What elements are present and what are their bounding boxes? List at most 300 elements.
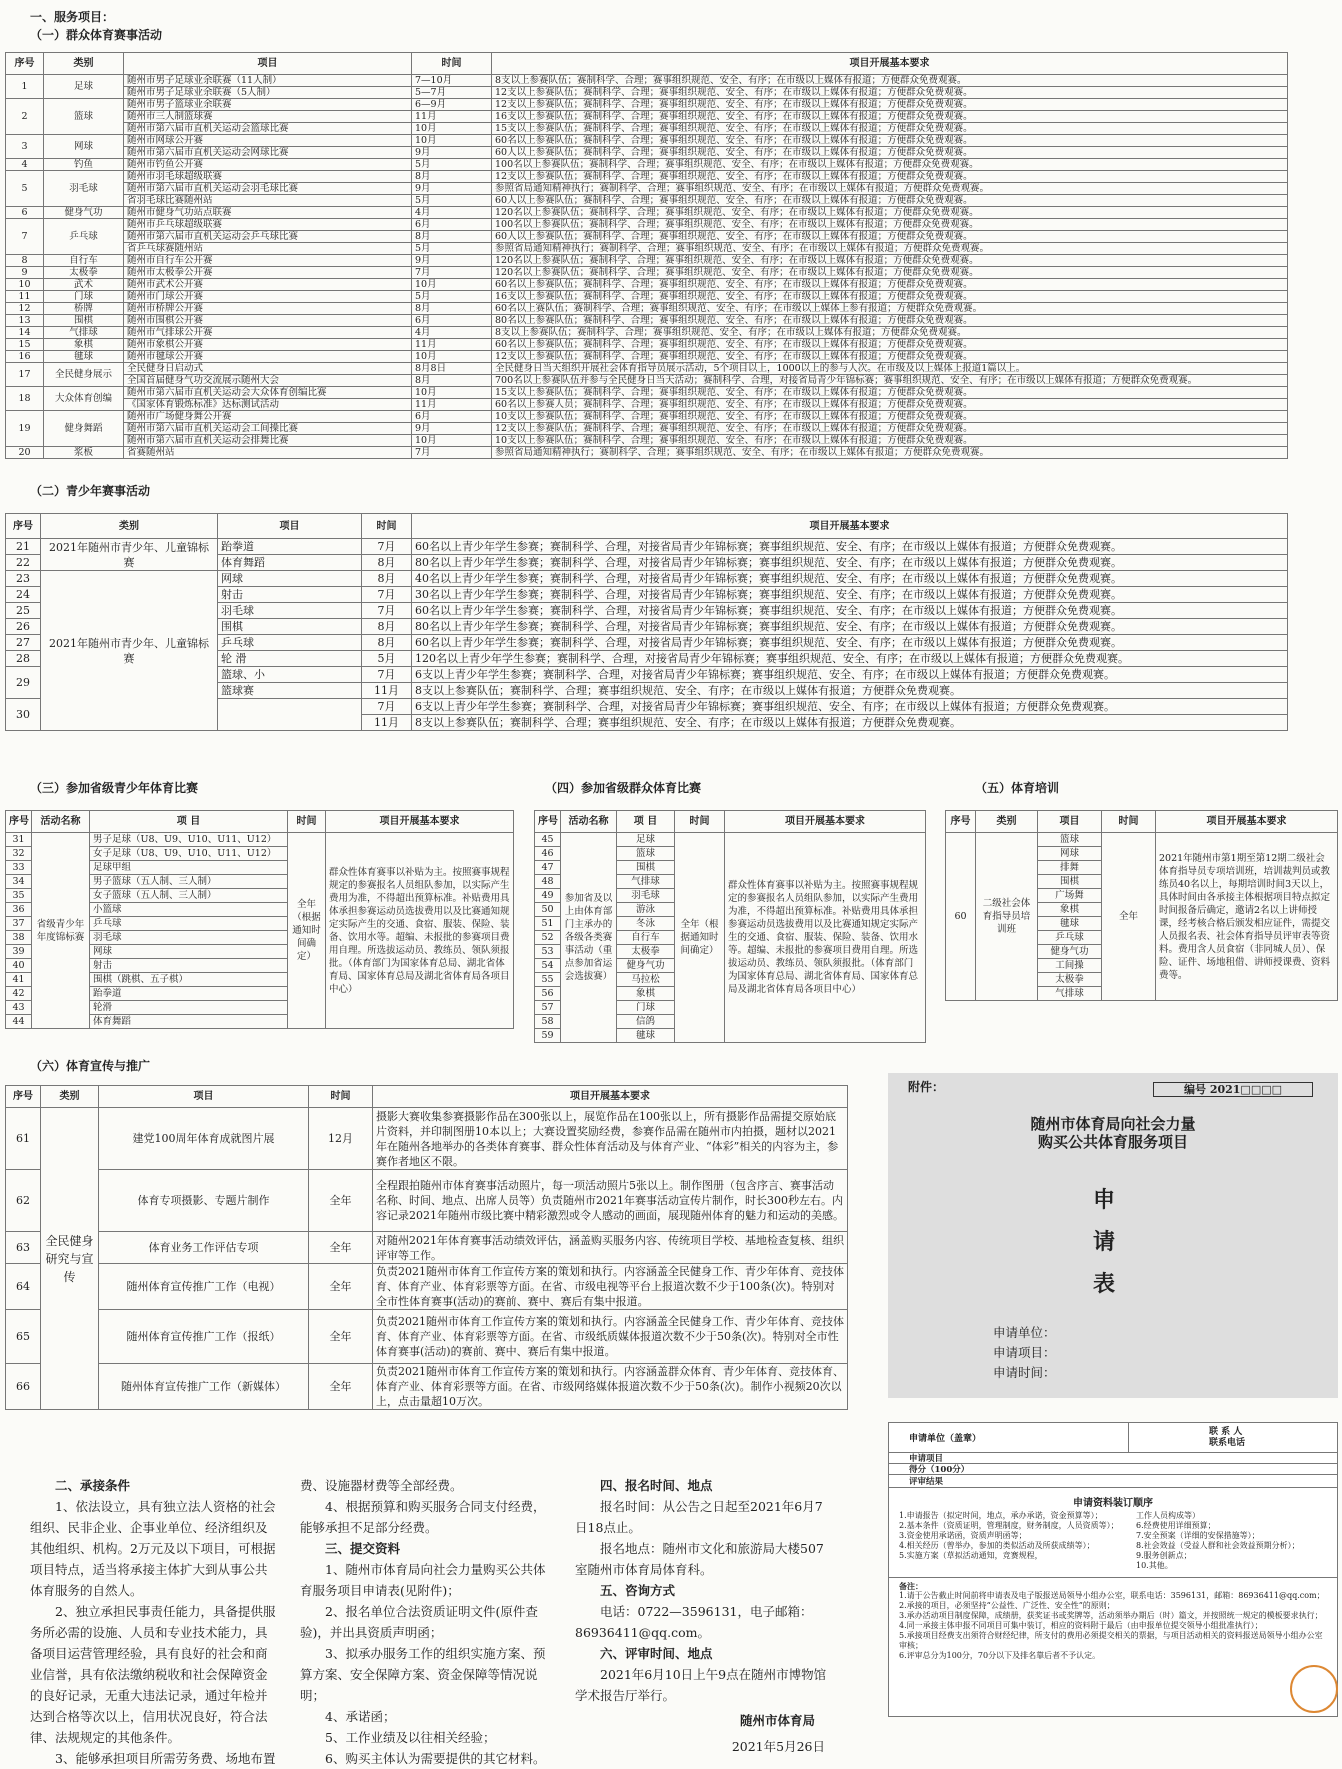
table-cell: 象棋 — [617, 987, 675, 1001]
table-cell: 全民健身展示 — [44, 363, 124, 387]
table-cell: 26 — [6, 619, 41, 635]
table-cell: 36 — [6, 903, 32, 917]
table-cell: 全年 — [309, 1364, 373, 1410]
table-cell: 随州市男子足球业余联赛（5人制） — [124, 87, 412, 99]
table-cell: 8支以上参赛队伍；赛制科学、合理；赛事组织规范、安全、有序；在市级以上媒体有报道；方便群众免费观赛。 — [492, 327, 1288, 339]
table-cell: 100名以上参赛队伍；赛制科学、合理；赛事组织规范、安全、有序；在市级以上媒体有报道；方便群众免费观赛。 — [492, 159, 1288, 171]
table-row — [6, 327, 1288, 339]
table-cell: 12 — [6, 303, 44, 315]
col-no: 序号 — [6, 1086, 41, 1108]
table-cell: 35 — [6, 889, 32, 903]
paragraph: 2、独立承担民事责任能力，具备提供服务所必需的设施、人员和专业技术能力，具备项目运营管理经验，具有良好的社会和商业信誉，具有依法缴纳税收和社会保障资金的良好记录，无重大违法记录，通过年检并达到合格等次以上，信用状况良好，符合法律、法规规定的其他条件。 — [30, 1604, 276, 1745]
field-project-label: 申请项目： — [993, 1345, 1056, 1360]
table-cell: 全国首届健身气功交流展示随州大会 — [124, 375, 412, 387]
table-cell: 52 — [535, 931, 561, 945]
form-phone-label: 联系电话 — [1209, 1438, 1246, 1448]
order-item: 7.安全预案（详细的安保措施等）； — [1136, 1531, 1260, 1540]
paragraph: 3、能够承担项目所需劳务费、场地布置 — [55, 1751, 276, 1766]
order-list-right — [1124, 1511, 1327, 1571]
table-cell: 60名以上参赛队伍；赛制科学、合理；赛事组织规范、安全、有序；在市级以上媒体有报道；方便群众免费观赛。 — [492, 339, 1288, 351]
order-list-left — [899, 1511, 1124, 1571]
publish-date: 2021年5月26日 — [731, 1739, 825, 1754]
table-cell: 30名以上青少年学生参赛；赛制科学、合理，对接省局青少年锦标赛；赛事组织规范、安全、有序；在市级以上媒体有报道；方便群众免费观赛。 — [412, 587, 1288, 603]
table-cell: 随州市羽毛球超级联赛 — [124, 171, 412, 183]
col-item: 项 目 — [90, 811, 288, 833]
table-row — [6, 1364, 848, 1410]
table-row — [6, 411, 1288, 423]
table-cell: 随州市男子篮球业余联赛 — [124, 99, 412, 111]
table-cell: 轮滑 — [90, 1001, 288, 1015]
table-cell: 9月 — [412, 423, 492, 435]
table-cell: 700名以上参赛队伍并参与全民健身日当天活动；赛制科学、合理，对接省局青少年锦标赛；赛事组织规范、安全、有序；在市级以上媒体有报道；方便群众免费观赛。 — [492, 375, 1288, 387]
table-cell: 61 — [6, 1108, 41, 1170]
table-cell: 7月 — [362, 667, 412, 683]
table-cell: 对随州2021年体育赛事活动绩效评估，涵盖购买服务内容、传统项目学校、基地检查复核、组织评审等工作。 — [373, 1232, 848, 1264]
table-cell: 32 — [6, 847, 32, 861]
table-cell: 工间操 — [1038, 959, 1102, 973]
table-cell: 80名以上青少年学生参赛；赛制科学、合理，对接省局青少年锦标赛；赛事组织规范、安全、有序；在市级以上媒体有报道；方便群众免费观赛。 — [412, 555, 1288, 571]
application-form — [888, 1422, 1338, 1717]
table-cell: 太极拳 — [44, 267, 124, 279]
table-cell: 27 — [6, 635, 41, 651]
table-cell: 羽毛球 — [90, 931, 288, 945]
table-row — [6, 123, 1288, 135]
table-row — [6, 243, 1288, 255]
form-unit-label: 申请单位（盖章） — [889, 1423, 1129, 1452]
table-cell: 5 — [6, 171, 44, 207]
col-no: 序号 — [6, 811, 32, 833]
table-cell: 随州市广场健身舞公开赛 — [124, 411, 412, 423]
table-cell: 58 — [535, 1015, 561, 1029]
paragraph: 报名地点：随州市文化和旅游局大楼507室随州市体育局体育科。 — [575, 1541, 824, 1577]
order-item: 6.经费使用详细预算； — [1136, 1521, 1216, 1530]
review-heading: 六、评审时间、地点 — [600, 1646, 713, 1661]
annex-code: 编号 2021□□□□ — [1153, 1082, 1313, 1097]
table-cell: 全年 — [309, 1170, 373, 1232]
note-item: 2.承接的项目，必须坚持“公益性、广泛性、安全性”的原则； — [899, 1601, 1115, 1610]
table-cell: 9月 — [412, 147, 492, 159]
paragraph: 3、拟承办服务工作的组织实施方案、预算方案、安全保障方案、资金保障等情况说明； — [300, 1646, 546, 1703]
section-2-title: （二）青少年赛事活动 — [30, 484, 151, 498]
order-item: 10.其他。 — [1136, 1561, 1173, 1570]
table-cell: 武术 — [44, 279, 124, 291]
table-cell: 2021年随州市青少年、儿童锦标赛 — [41, 571, 218, 731]
table-row — [6, 363, 1288, 375]
table-cell: 随州市第六届市直机关运动会大众体育创编比赛 — [124, 387, 412, 399]
section-6-title: （六）体育宣传与推广 — [30, 1059, 151, 1073]
paragraph: 4、根据预算和购买服务合同支付经费，能够承担不足部分经费。 — [300, 1499, 546, 1535]
notes-label: 备注： — [899, 1581, 923, 1591]
table-cell: 6—9月 — [412, 99, 492, 111]
table-cell: 65 — [6, 1310, 41, 1364]
table-row — [6, 171, 1288, 183]
table-cell: 11月 — [362, 715, 412, 731]
annex-char: 表 — [1093, 1271, 1116, 1297]
table-row — [6, 135, 1288, 147]
table-cell: 10支以上参赛队伍；赛制科学、合理；赛事组织规范、安全、有序；在市级以上媒体有报道；方便群众免费观赛。 — [492, 435, 1288, 447]
paragraph: 2021年6月10日上午9点在随州市博物馆学术报告厅举行。 — [575, 1667, 827, 1703]
table-cell: 120名以上青少年学生参赛；赛制科学、合理，对接省局青少年锦标赛；赛事组织规范、安全、有序；在市级以上媒体有报道；方便群众免费观赛。 — [412, 651, 1288, 667]
table-cell: 44 — [6, 1015, 32, 1029]
table-cell: 12支以上参赛队伍；赛制科学、合理；赛事组织规范、安全、有序；在市级以上媒体有报道；方便群众免费观赛。 — [492, 87, 1288, 99]
table-cell: 群众性体育赛事以补贴为主。按照赛事规程规定的参赛报名人员组队参加，以实际产生费用为准，不得超出预算标准。补贴费用具体承担参赛运动员选拔费用以及比赛通知规定实际产生的交通、食宿、服装、保险、装备、饮用水等。超编、未报批的参赛项目费用自理。所选拔运动员、教练员、领队须报批。（体育部门为国家体育总局、湖北省体育局、国家体育总局及湖北省体育局各项目中心） — [326, 833, 514, 1029]
table-cell: 桥牌 — [44, 303, 124, 315]
table-cell: 省级青少年年度锦标赛 — [32, 833, 90, 1029]
table-cell: 10月 — [412, 351, 492, 363]
table-cell: 射击 — [90, 959, 288, 973]
paragraph: 费、设施器材费等全部经费。 — [300, 1478, 463, 1493]
table-cell: 随州市围棋公开赛 — [124, 315, 412, 327]
table-cell: 广场舞 — [1038, 889, 1102, 903]
table-cell: 门球 — [617, 1001, 675, 1015]
table-cell: 60人以上参赛队伍；赛制科学、合理；赛事组织规范、安全、有序；在市级以上媒体有报道；方便群众免费观赛。 — [492, 195, 1288, 207]
table-cell: 60名以上青少年学生参赛；赛制科学、合理，对接省局青少年锦标赛；赛事组织规范、安全、有序；在市级以上媒体有报道；方便群众免费观赛。 — [412, 635, 1288, 651]
col-req: 项目开展基本要求 — [326, 811, 514, 833]
table-cell: 47 — [535, 861, 561, 875]
col-req: 项目开展基本要求 — [373, 1086, 848, 1108]
paragraph: 1、随州市体育局向社会力量购买公共体育服务项目申请表(见附件)； — [300, 1562, 546, 1598]
table-row — [6, 435, 1288, 447]
watermark-logo-icon — [1290, 1665, 1338, 1713]
table-cell: 大众体育创编 — [44, 387, 124, 411]
table-cell: 24 — [6, 587, 41, 603]
table-cell: 健身气功 — [1038, 945, 1102, 959]
table-row — [6, 87, 1288, 99]
table-cell: 随州市第六届市直机关运动会工间操比赛 — [124, 423, 412, 435]
table-cell: 60名以上参赛队伍；赛制科学、合理；赛事组织规范、安全、有序；在市级以上媒体有报道；方便群众免费观赛。 — [492, 279, 1288, 291]
table-cell: 二级社会体育指导员培训班 — [976, 833, 1038, 1001]
form-project-label: 申请项目 — [889, 1453, 1337, 1464]
table-cell: 羽毛球 — [617, 889, 675, 903]
table-row — [6, 571, 1288, 587]
table-row — [6, 351, 1288, 363]
table-cell: 60名以上赛队伍；赛制科学、合理；赛事组织规范、安全、有序；在市级以上媒体上参有报道；方便群众免费观赛。 — [492, 303, 1288, 315]
col-time: 时间 — [412, 53, 492, 75]
table-cell: 跆拳道 — [218, 539, 362, 555]
table-cell: 跆拳道 — [90, 987, 288, 1001]
table-cell: 围棋 — [1038, 875, 1102, 889]
table-cell: 网球 — [44, 135, 124, 159]
table-row — [6, 303, 1288, 315]
table-cell: 7—10月 — [412, 75, 492, 87]
table-cell: 12支以上参赛队伍；赛制科学、合理；赛事组织规范、安全、有序；在市级以上媒体有报道；方便群众免费观赛。 — [492, 99, 1288, 111]
note-item: 3.承办活动项目制度保障，成绩册，获奖证书或奖牌等，活动须举办期后（时）篇文，并按照统一规定的模板要求执行； — [899, 1611, 1323, 1620]
section-3-title: （三）参加省级青少年体育比赛 — [30, 781, 199, 795]
table-cell: 群众性体育赛事以补贴为主。按照赛事规程规定的参赛报名人员组队参加，以实际产生费用为准，不得超出预算标准。补贴费用具体承担参赛运动员选拔费用以及比赛通知规定实际产生的交通、食宿、服装、保险、装备、饮用水等。超编、未报批的参赛项目费用自理。所选拔运动员、教练员、领队须报批。（体育部门为国家体育总局、湖北省体育局、国家体育总局及湖北省体育局各项目中心） — [725, 833, 926, 1043]
table-cell: 太极拳 — [1038, 973, 1102, 987]
table-cell: 8月8日 — [412, 363, 492, 375]
table-row — [6, 147, 1288, 159]
table-cell: 体育专项摄影、专题片制作 — [99, 1170, 309, 1232]
table-row — [6, 447, 1288, 459]
table-cell: 省赛随州站 — [124, 447, 412, 459]
table-cell: 随州市第六届市直机关运动会篮球比赛 — [124, 123, 412, 135]
table-cell: 随州体育宣传推广工作（报纸） — [99, 1310, 309, 1364]
table-cell: 7月 — [362, 539, 412, 555]
table-cell: 8月 — [412, 231, 492, 243]
table-cell: 46 — [535, 847, 561, 861]
table-cell: 全民健身日当天组织开展社会体育指导员展示活动，5个项目以上，1000以上的参与人次。在市级及以上媒体上报道1篇以上。 — [492, 363, 1288, 375]
table-cell: 120名以上参赛队伍；赛制科学、合理；赛事组织规范、安全、有序；在市级以上媒体有报道；方便群众免费观赛。 — [492, 267, 1288, 279]
col-item: 项 目 — [617, 811, 675, 833]
table-cell: 3 — [6, 135, 44, 159]
annex-char: 申 — [1093, 1187, 1116, 1213]
table-cell: 7月 — [412, 267, 492, 279]
table-cell: 随州市自行车公开赛 — [124, 255, 412, 267]
table-cell: 63 — [6, 1232, 41, 1264]
table-row — [6, 1264, 848, 1310]
col-item: 项目 — [218, 514, 362, 539]
field-unit-label: 申请单位： — [993, 1325, 1056, 1340]
table-cell: 54 — [535, 959, 561, 973]
order-item: 1.申请报告（拟定时间，地点，承办承诺，资金预算等）； — [899, 1511, 1103, 1520]
table-cell: 60名以上青少年学生参赛；赛制科学、合理，对接省局青少年锦标赛；赛事组织规范、安全、有序；在市级以上媒体有报道；方便群众免费观赛。 — [412, 539, 1288, 555]
table-cell: 60名以上参赛人员；赛制科学、合理；赛事组织规范、安全、有序；在市级以上媒体有报道；方便群众免费观赛。 — [492, 399, 1288, 411]
table-cell: 7月 — [362, 699, 412, 715]
table-cell: 11月 — [412, 399, 492, 411]
col-req: 项目开展基本要求 — [492, 53, 1288, 75]
table-cell: 全程跟拍随州市体育赛事活动照片，每一项活动照片5张以上。制作图册（包含序言、赛事活动名称、时间、地点、出席人员等）负责随州市2021年赛事活动宣传片制作，时长300秒左右。内容记录2021年随州市级比赛中精彩激烈或令人感动的画面，展现随州体育的魅力和运动的美感。 — [373, 1170, 848, 1232]
table-cell: 马拉松 — [617, 973, 675, 987]
table-cell: 12支以上参赛队伍；赛制科学、合理；赛事组织规范、安全、有序；在市级以上媒体有报道；方便群众免费观赛。 — [492, 423, 1288, 435]
table-cell: 自行车 — [44, 255, 124, 267]
table-cell: 随州体育宣传推广工作（新媒体） — [99, 1364, 309, 1410]
table-cell: 负责2021随州市体育工作宣传方案的策划和执行。内容涵盖全民健身工作、青少年体育、竞技体育、体育产业、体育彩票等方面。在省、市级纸质媒体报道次数不少于50条(次)。特别对全市性体育赛事(活动)的赛前、赛中、赛后有集中报道。 — [373, 1310, 848, 1364]
table-cell: 60人以上参赛队伍；赛制科学、合理；赛事组织规范、安全、有序；在市级以上媒体有报道；方便群众免费观赛。 — [492, 147, 1288, 159]
table-cell: 网球 — [1038, 847, 1102, 861]
table-cell: 建党100周年体育成就图片展 — [99, 1108, 309, 1170]
table-cell: 56 — [535, 987, 561, 1001]
col-name: 活动名称 — [32, 811, 90, 833]
table-cell: 6支以上青少年学生参赛；赛制科学、合理，对接省局青少年锦标赛；赛事组织规范、安全、有序；在市级以上媒体有报道；方便群众免费观赛。 — [412, 699, 1288, 715]
order-item: 8.社会效益（受益人群和社会效益预期分析）； — [1136, 1541, 1300, 1550]
order-item: 3.资金使用承诺函，资质声明函等； — [899, 1531, 1027, 1540]
table-cell: 参照省局通知精神执行；赛制科学、合理；赛事组织规范、安全、有序；在市级以上媒体有报道；方便群众免费观赛。 — [492, 447, 1288, 459]
table-cell: 8支以上参赛队伍；赛制科学、合理；赛事组织规范、安全、有序；在市级以上媒体有报道；方便群众免费观赛。 — [412, 683, 1288, 699]
table-cell: 10月 — [412, 387, 492, 399]
table-cell: 体育舞蹈 — [90, 1015, 288, 1029]
table-cell: 21 — [6, 539, 41, 555]
table-cell: 乒乓球 — [1038, 931, 1102, 945]
table-cell: 8 — [6, 255, 44, 267]
table-body — [946, 833, 1338, 1001]
table-cell: 17 — [6, 363, 44, 387]
table-cell: 10 — [6, 279, 44, 291]
table-cell: 51 — [535, 917, 561, 931]
table-cell: 足球 — [44, 75, 124, 99]
table-cell: 8月 — [362, 555, 412, 571]
table-row — [6, 183, 1288, 195]
table-cell: 80名以上青少年学生参赛；赛制科学、合理，对接省局青少年锦标赛；赛事组织规范、安全、有序；在市级以上媒体有报道；方便群众免费观赛。 — [412, 619, 1288, 635]
table-cell: 57 — [535, 1001, 561, 1015]
registration-heading: 四、报名时间、地点 — [600, 1478, 713, 1493]
note-item: 5.承接项目经费支出须符合财经纪律，所支付的费用必须提交相关的票据，与项目活动相关的资料报送局领导小组办公室审核； — [899, 1631, 1323, 1650]
table-cell: 象棋 — [44, 339, 124, 351]
col-time: 时间 — [1102, 811, 1156, 833]
materials-column — [300, 1475, 552, 1769]
form-order-title: 申请资料装订顺序 — [1073, 1498, 1153, 1509]
table-provincial-mass — [534, 810, 926, 1043]
table-cell: 25 — [6, 603, 41, 619]
table-cell: 随州市太极拳公开赛 — [124, 267, 412, 279]
table-cell: 60 — [946, 833, 976, 1001]
table-cell: 12月 — [309, 1108, 373, 1170]
annex-label: 附件： — [908, 1080, 945, 1094]
table-cell: 59 — [535, 1029, 561, 1043]
table-cell: 网球 — [218, 571, 362, 587]
registration-column — [575, 1475, 830, 1757]
table-cell: 气排球 — [617, 875, 675, 889]
table-body — [535, 833, 926, 1043]
table-cell: 围棋（跳棋、五子棋） — [90, 973, 288, 987]
table-cell: 12支以上参赛队伍；赛制科学、合理；赛事组织规范、安全、有序；在市级以上媒体有报道；方便群众免费观赛。 — [492, 171, 1288, 183]
table-cell: 9月 — [412, 183, 492, 195]
table-cell: 小篮球 — [90, 903, 288, 917]
table-cell: 健身气功 — [44, 207, 124, 219]
table-cell: 10支以上参赛队伍；赛制科学、合理；赛事组织规范、安全、有序；在市级以上媒体有报道；方便群众免费观赛。 — [492, 411, 1288, 423]
table-cell: 20 — [6, 447, 44, 459]
table-cell: 浆板 — [44, 447, 124, 459]
table-cell: 篮球赛 — [218, 683, 362, 699]
table-row — [6, 279, 1288, 291]
col-time: 时间 — [675, 811, 725, 833]
table-cell: 负责2021随州市体育工作宣传方案的策划和执行。内容涵盖全民健身工作、青少年体育、竞技体育、体育产业、体育彩票等方面。在省、市级电视等平台上报道次数不少于100条(次)。特别对全市性体育赛事(活动)的赛前、赛中、赛后有集中报道。 — [373, 1264, 848, 1310]
table-cell: 9 — [6, 267, 44, 279]
table-cell: 篮球、小 — [218, 667, 362, 683]
table-cell: 5月 — [362, 651, 412, 667]
table-cell: 8月 — [362, 619, 412, 635]
annex-cover — [888, 1073, 1338, 1398]
form-contact-label: 联 系 人 — [1209, 1427, 1243, 1437]
table-cell: 31 — [6, 833, 32, 847]
table-cell: 全年 — [1102, 833, 1156, 1001]
table-cell: 60名以上参赛队伍；赛制科学、合理；赛事组织规范、安全、有序；在市级以上媒体有报道；方便群众免费观赛。 — [492, 135, 1288, 147]
table-cell: 2021年随州市青少年、儿童锦标赛 — [41, 539, 218, 571]
table-cell: 省乒乓球赛随州站 — [124, 243, 412, 255]
table-cell: 60名以上青少年学生参赛；赛制科学、合理，对接省局青少年锦标赛；赛事组织规范、安全、有序；在市级以上媒体有报道；方便群众免费观赛。 — [412, 603, 1288, 619]
table-cell: 5月 — [412, 195, 492, 207]
table-cell: 围棋 — [617, 861, 675, 875]
table-row — [6, 159, 1288, 171]
table-cell: 随州市气排球公开赛 — [124, 327, 412, 339]
form-notes — [889, 1577, 1337, 1664]
table-body — [6, 75, 1288, 459]
table-row — [6, 1108, 848, 1170]
table-cell: 信鸽 — [617, 1015, 675, 1029]
form-result-label: 评审结果 — [889, 1475, 1337, 1488]
table-cell: 100名以上参赛队伍；赛制科学、合理；赛事组织规范、安全、有序；在市级以上媒体有报道；方便群众免费观赛。 — [492, 219, 1288, 231]
table-cell: 随州市毽球公开赛 — [124, 351, 412, 363]
table-cell: 2021年随州市第1期至第12期二级社会体育指导员专项培训班，培训裁判员或教练员40名以上，每期培训时间3天以上，具体时间由各承接主体根据项目特点拟定时间报备后确定，邀请2名以上讲师授课，经考核合格后颁发相应证件，需提交人员报名表、社会体育指导员评审表等资料。费用含人员食宿（非同城人员）、保险、证件、场地租借、讲师授课费、资料费等。 — [1156, 833, 1338, 1001]
col-cat: 类别 — [44, 53, 124, 75]
section-1-title: （一）群众体育赛事活动 — [30, 28, 163, 42]
table-cell: 随州市第六届市直机关运动会网球比赛 — [124, 147, 412, 159]
table-cell: 5月 — [412, 159, 492, 171]
table-row — [6, 399, 1288, 411]
table-cell: 33 — [6, 861, 32, 875]
table-youth-events — [5, 513, 1288, 731]
table-cell: 围棋 — [218, 619, 362, 635]
table-cell: 围棋 — [44, 315, 124, 327]
paragraph: 报名时间：从公告之日起至2021年6月7日18点止。 — [575, 1499, 823, 1535]
section-5-title: （五）体育培训 — [975, 781, 1060, 795]
table-row — [6, 315, 1288, 327]
table-row — [6, 195, 1288, 207]
table-cell: 游泳 — [617, 903, 675, 917]
order-item: 9.服务创新点； — [1136, 1551, 1192, 1560]
paragraph: 5、工作业绩及以往相关经验； — [325, 1730, 496, 1745]
table-cell: 1 — [6, 75, 44, 99]
paragraph: 6、购买主体认为需要提供的其它材料。 — [325, 1751, 546, 1766]
table-cell: 《国家体育锻炼标准》达标测试活动 — [124, 399, 412, 411]
section-heading: 一、服务项目： — [30, 10, 115, 24]
table-cell: 篮球 — [1038, 833, 1102, 847]
col-time: 时间 — [288, 811, 326, 833]
table-row — [6, 833, 514, 847]
table-row — [6, 1232, 848, 1264]
table-cell: 8月 — [362, 635, 412, 651]
table-cell: 体育舞蹈 — [218, 555, 362, 571]
table-cell: 15支以上参赛队伍；赛制科学、合理；赛事组织规范、安全、有序；在市级以上媒体有报道；方便群众免费观赛。 — [492, 123, 1288, 135]
table-cell: 11月 — [362, 683, 412, 699]
table-cell: 6 — [6, 207, 44, 219]
table-cell: 随州市三人制篮球赛 — [124, 111, 412, 123]
table-cell: 5—7月 — [412, 87, 492, 99]
col-item: 项目 — [99, 1086, 309, 1108]
order-item: 2.基本条件（资质证明，管理制度，财务制度，人员资质等）； — [899, 1521, 1119, 1530]
table-row — [6, 255, 1288, 267]
table-cell: 全年（根据通知时间确定） — [288, 833, 326, 1029]
note-item: 6.评审总分为100分，70分以下及排名靠后者不予认定。 — [899, 1651, 1101, 1660]
table-cell: 80名以上参赛队伍；赛制科学、合理；赛事组织规范、安全、有序；在市级以上媒体有报道；方便群众免费观赛。 — [492, 315, 1288, 327]
table-cell: 4 — [6, 159, 44, 171]
table-cell: 随州市武术公开赛 — [124, 279, 412, 291]
table-cell: 女子足球（U8、U9、U10、U11、U12） — [90, 847, 288, 861]
table-cell: 39 — [6, 945, 32, 959]
table-cell: 4月 — [412, 327, 492, 339]
table-cell: 象棋 — [1038, 903, 1102, 917]
table-cell: 毽球 — [617, 1029, 675, 1043]
table-cell: 羽毛球 — [44, 171, 124, 207]
table-cell: 16支以上参赛队伍；赛制科学、合理；赛事组织规范、安全、有序；在市级以上媒体有报道；方便群众免费观赛。 — [492, 111, 1288, 123]
table-cell: 参照省局通知精神执行；赛制科学、合理；赛事组织规范、安全、有序；在市级以上媒体有报道；方便群众免费观赛。 — [492, 183, 1288, 195]
table-cell: 53 — [535, 945, 561, 959]
table-cell: 全民健身日启动式 — [124, 363, 412, 375]
table-cell: 7 — [6, 219, 44, 255]
table-cell: 篮球 — [44, 99, 124, 135]
conditions-heading: 二、承接条件 — [55, 1478, 131, 1493]
table-cell: 8月 — [412, 171, 492, 183]
table-cell: 射击 — [218, 587, 362, 603]
table-cell: 38 — [6, 931, 32, 945]
table-cell: 排舞 — [1038, 861, 1102, 875]
table-cell: 随州市健身气功站点联赛 — [124, 207, 412, 219]
table-row — [535, 833, 926, 847]
table-cell: 50 — [535, 903, 561, 917]
table-cell: 6月 — [412, 411, 492, 423]
table-cell: 随州市男子足球业余联赛（11人制） — [124, 75, 412, 87]
table-cell: 足球 — [617, 833, 675, 847]
table-row — [6, 1310, 848, 1364]
table-cell: 随州市乒乓球超级联赛 — [124, 219, 412, 231]
table-cell: 10月 — [412, 435, 492, 447]
table-cell: 48 — [535, 875, 561, 889]
col-cat: 类别 — [41, 1086, 99, 1108]
table-cell: 15支以上参赛队伍；赛制科学、合理；赛事组织规范、安全、有序；在市级以上媒体有报道；方便群众免费观赛。 — [492, 387, 1288, 399]
table-cell: 11 — [6, 291, 44, 303]
table-cell: 羽毛球 — [218, 603, 362, 619]
table-cell: 随州市门球公开赛 — [124, 291, 412, 303]
